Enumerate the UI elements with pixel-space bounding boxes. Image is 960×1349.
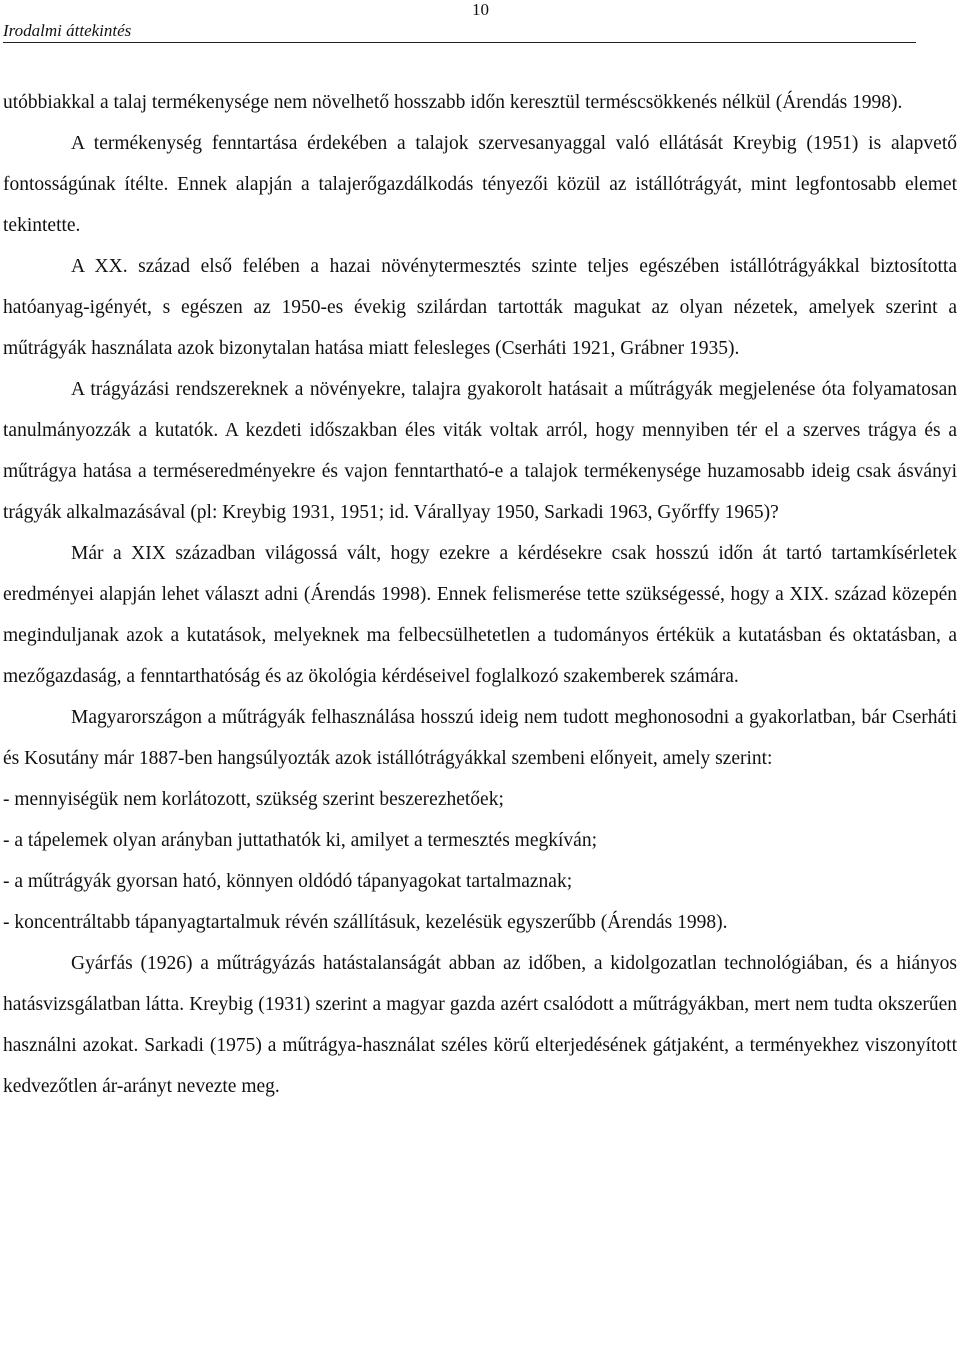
paragraph-fertilization-systems: A trágyázási rendszereknek a növényekre, talajra gyakorolt hatásait a műtrágyák megjelenése óta folyamatosan tanulmányozzák a kutatók. A kezdeti időszakban éles viták voltak arról, hogy mennyiben tér el a szerves trágya és a műtrágya hatása a terméseredményekre és vajon fenntartható-e a talajok termékenysége huzamosabb ideig csak ásványi trágyák alkalmazásával (pl: Kreybig 1931, 1951; id. Várallyay 1950, Sarkadi 1963, Győrffy 1965)? bbox=[3, 379, 957, 523]
paragraph-hungary-fertilizers: Magyarországon a műtrágyák felhasználása hosszú ideig nem tudott meghonosodni a gyakorlatban, bár Cserháti és Kosutány már 1887-ben hangsúlyozták azok istállótrágyákkal szembeni előnyeit, amely szerint: bbox=[3, 707, 957, 769]
paragraph-long-term-experiments: Már a XIX században világossá vált, hogy ezekre a kérdésekre csak hosszú időn át tartó tartamkísérletek eredményei alapján lehet választ adni (Árendás 1998). Ennek felismerése tette szükségessé, hogy a XIX. század közepén meginduljanak azok a kutatások, melyeknek ma felbecsülhetetlen a tudományos értékük a kutatásban és oktatásban, a mezőgazdaság, a fenntarthatóság és az ökológia kérdéseivel foglalkozó szakemberek számára. bbox=[3, 543, 957, 687]
list-item: - a tápelemek olyan arányban juttathatók ki, amilyet a termesztés megkíván; bbox=[3, 830, 597, 851]
list-item: - mennyiségük nem korlátozott, szükség szerint beszerezhetőek; bbox=[3, 789, 504, 810]
list-item: - koncentráltabb tápanyagtartalmuk révén szállításuk, kezelésük egyszerűbb (Árendás 1998). bbox=[3, 912, 728, 933]
running-header bbox=[3, 0, 916, 43]
paragraph-continuation: utóbbiakkal a talaj termékenysége nem növelhető hosszabb időn keresztül terméscsökkenés nélkül (Árendás 1998). bbox=[3, 92, 903, 113]
list-item: - a műtrágyák gyorsan ható, könnyen oldódó tápanyagokat tartalmaznak; bbox=[3, 871, 573, 892]
paragraph-kreybig-fertility: A termékenység fenntartása érdekében a talajok szervesanyaggal való ellátását Kreybig (1951) is alapvető fontosságúnak ítélte. Ennek alapján a talajerőgazdálkodás tényezői közül az istállótrágyát, mint legfontosabb elemet tekintette. bbox=[3, 133, 957, 236]
paragraph-20th-century: A XX. század első felében a hazai növénytermesztés szinte teljes egészében istállótrágyákkal biztosította hatóanyag-igényét, s egészen az 1950-es évekig szilárdan tartották magukat az olyan nézetek, amelyek szerint a műtrágyák használata azok bizonytalan hatása miatt felesleges (Cserháti 1921, Grábner 1935). bbox=[3, 256, 957, 359]
paragraph-closing: Gyárfás (1926) a műtrágyázás hatástalanságát abban az időben, a kidolgozatlan technológiában, és a hiányos hatásvizsgálatban látta. Kreybig (1931) szerint a magyar gazda azért csalódott a műtrágyákban, mert nem tudta okszerűen használni azokat. Sarkadi (1975) a műtrágya-használat széles körű elterjedésének gátjaként, a terményekhez viszonyított kedvezőtlen ár-arányt nevezte meg. bbox=[3, 953, 957, 1097]
body-text bbox=[3, 82, 957, 1107]
page-number: 10 bbox=[472, 0, 489, 19]
header-title: Irodalmi áttekintés bbox=[3, 21, 132, 40]
